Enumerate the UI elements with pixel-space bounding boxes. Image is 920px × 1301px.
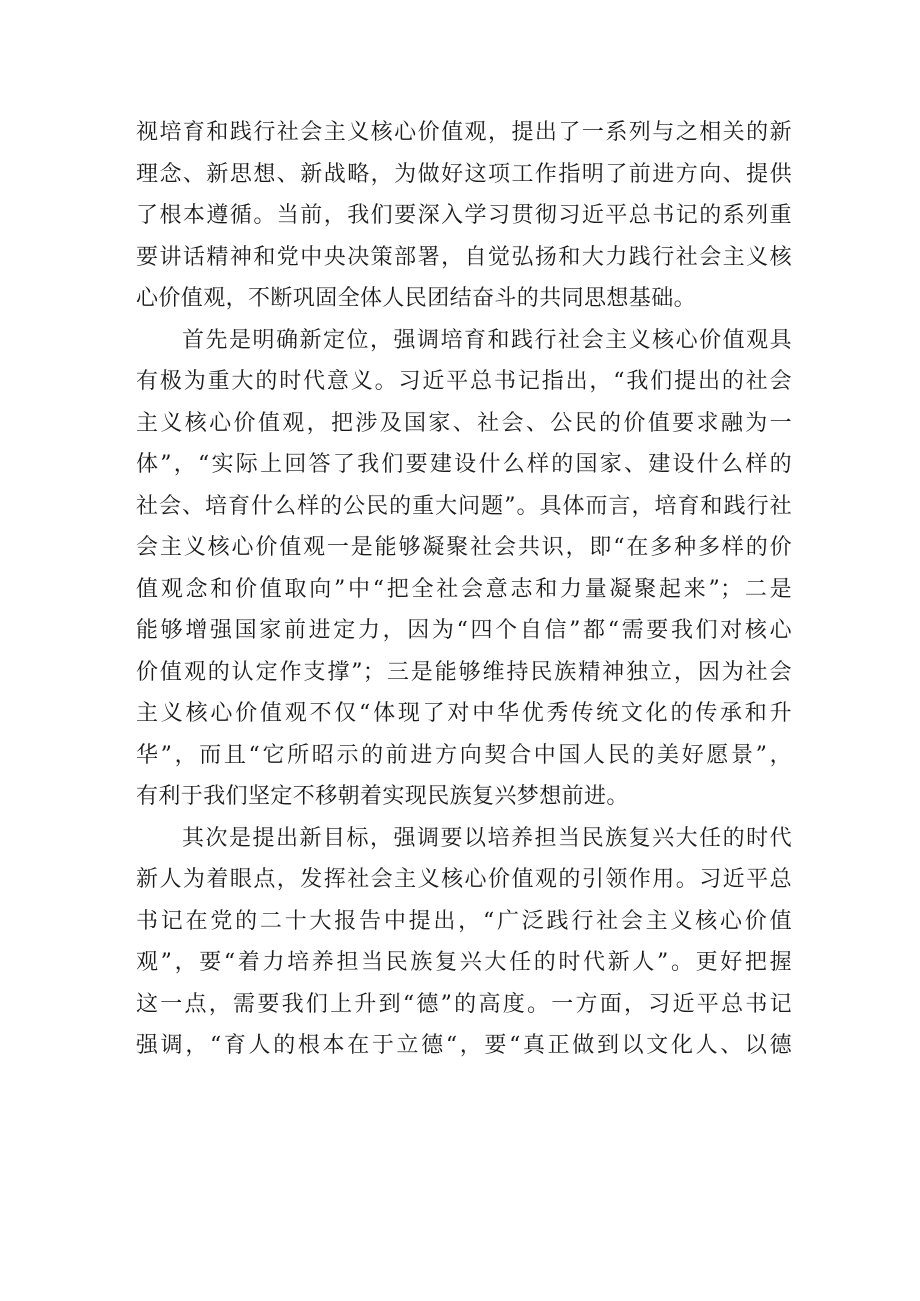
text-line: 强调，“育人的根本在于立德“，要“真正做到以文化人、以德 (136, 1033, 792, 1058)
text-line: 主义核心价值观，把涉及国家、社会、公民的价值要求融为一 (136, 410, 792, 436)
document-body (136, 112, 792, 1067)
text-line: 首先是明确新定位，强调培育和践行社会主义核心价值观具 (182, 327, 792, 353)
text-line: 新人为着眼点，发挥社会主义核心价值观的引领作用。习近平总 (136, 867, 792, 892)
text-line: 了根本遵循。当前，我们要深入学习贯彻习近平总书记的系列重 (136, 203, 792, 228)
text-line: 要讲话精神和党中央决策部署，自觉弘扬和大力践行社会主义核 (136, 244, 792, 270)
text-line: 有极为重大的时代意义。习近平总书记指出，“我们提出的社会 (136, 369, 792, 394)
text-line: 社会、培育什么样的公民的重大问题”。具体而言，培育和践行社 (136, 493, 792, 519)
text-line: 观”，要“着力培养担当民族复兴大任的时代新人”。更好把握 (136, 950, 792, 975)
text-line: 这一点，需要我们上升到“德”的高度。一方面，习近平总书记 (136, 991, 792, 1017)
text-line: 主义核心价值观不仅“体现了对中华优秀传统文化的传承和升 (136, 701, 792, 726)
text-line: 其次是提出新目标，强调要以培养担当民族复兴大任的时代 (182, 825, 792, 851)
text-line: 值观念和价值取向”中“把全社会意志和力量凝聚起来”；二是 (136, 576, 792, 602)
text-line: 书记在党的二十大报告中提出，“广泛践行社会主义核心价值 (136, 908, 792, 934)
text-line: 价值观的认定作支撑”；三是能够维持民族精神独立，因为社会 (136, 659, 792, 685)
text-line: 有利于我们坚定不移朝着实现民族复兴梦想前进。 (136, 784, 629, 809)
text-line: 视培育和践行社会主义核心价值观，提出了一系列与之相关的新 (136, 120, 792, 145)
paragraph-3 (136, 818, 792, 1067)
paragraph-2 (136, 320, 792, 818)
text-line: 能够增强国家前进定力，因为“四个自信”都“需要我们对核心 (136, 618, 792, 643)
text-line: 理念、新思想、新战略，为做好这项工作指明了前进方向、提供 (136, 161, 792, 187)
text-line: 心价值观，不断巩固全体人民团结奋斗的共同思想基础。 (136, 286, 697, 311)
paragraph-1 (136, 112, 792, 320)
text-line: 体”，“实际上回答了我们要建设什么样的国家、建设什么样的 (136, 452, 792, 477)
text-line: 华”，而且“它所昭示的前进方向契合中国人民的美好愿景”， (136, 742, 792, 768)
text-line: 会主义核心价值观一是能够凝聚社会共识，即“在多种多样的价 (136, 535, 792, 560)
